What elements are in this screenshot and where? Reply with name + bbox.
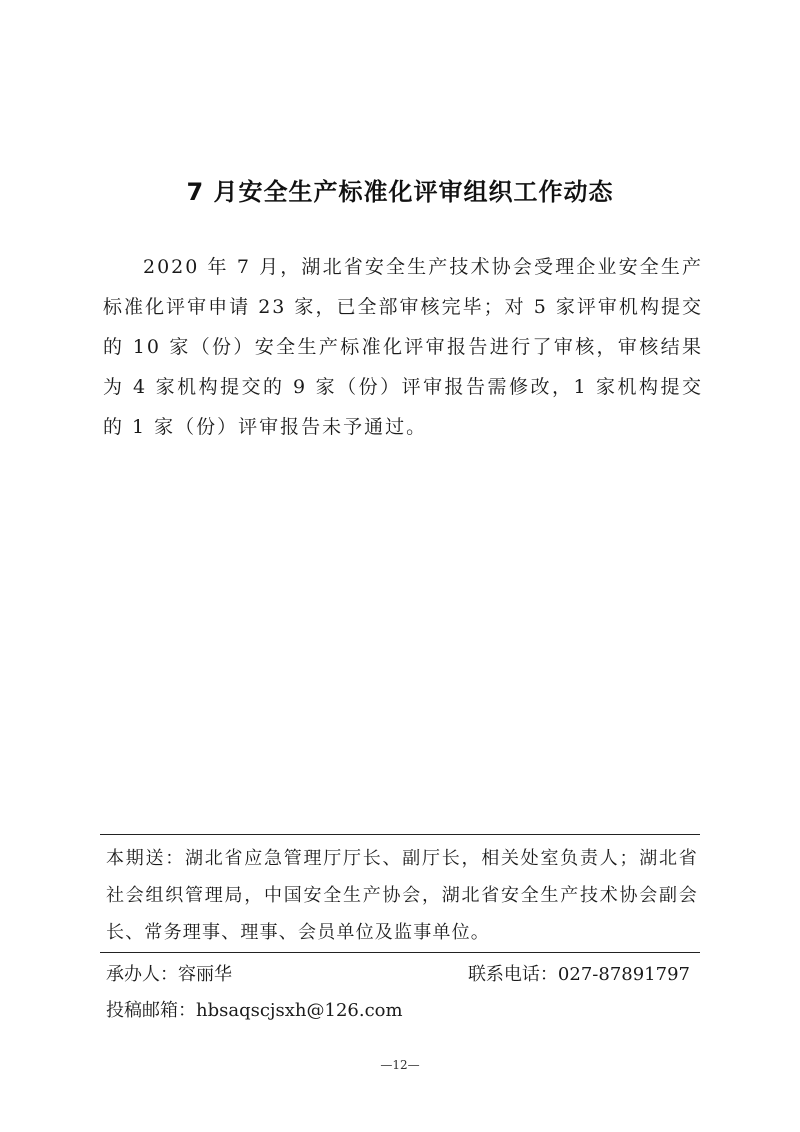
bottom-divider <box>100 952 700 953</box>
body-paragraph: 2020 年 7 月，湖北省安全生产技术协会受理企业安全生产标准化评审申请 23 家，已全部审核完毕；对 5 家评审机构提交的 10 家（份）安全生产标准化评审报告进行了审核，审核结果为 4 家机构提交的 9 家（份）评审报告需修改，1 家机构提交的 1 家（份）评审报告未予通过。 <box>103 256 703 438</box>
contact-phone: 联系电话：027-87891797 <box>467 964 690 985</box>
organizer: 承办人：容丽华 <box>106 964 232 985</box>
distribution-list: 本期送：湖北省应急管理厅厅长、副厅长，相关处室负责人；湖北省社会组织管理局，中国安全生产协会，湖北省安全生产技术协会副会长、常务理事、理事、会员单位及监事单位。 <box>106 848 698 943</box>
page-number: —12— <box>380 1058 420 1072</box>
submission-email: 投稿邮箱：hbsaqscjsxh@126.com <box>106 1000 403 1021</box>
top-divider <box>100 834 700 835</box>
document-title: 7 月安全生产标准化评审组织工作动态 <box>186 178 614 206</box>
